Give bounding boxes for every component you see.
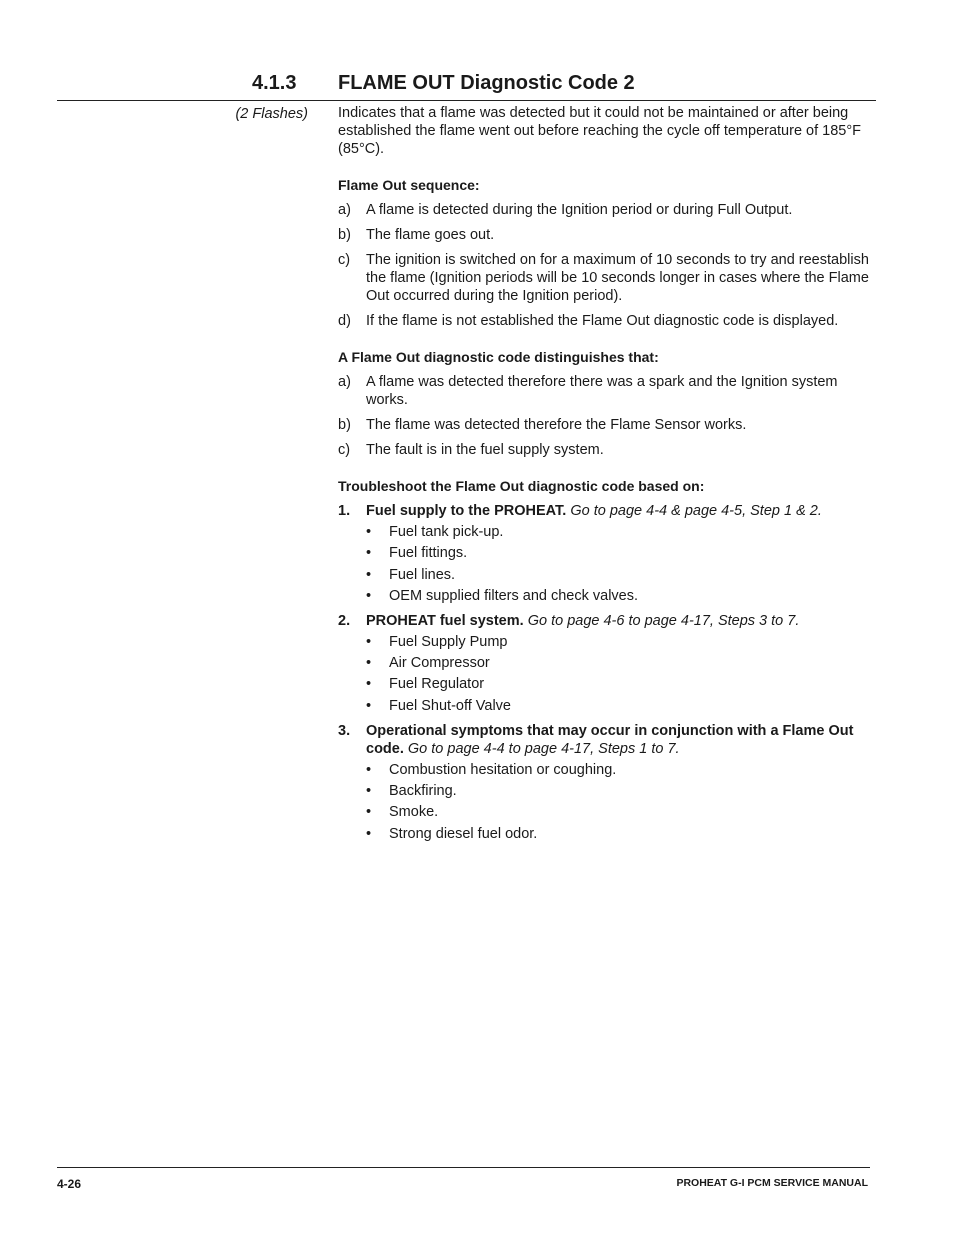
bullet-item: • Fuel tank pick-up.	[366, 524, 504, 540]
item-text: If the flame is not established the Flame Out diagnostic code is displayed.	[366, 313, 839, 329]
item-title: Fuel supply to the PROHEAT.	[366, 503, 567, 519]
list-item	[338, 312, 878, 330]
page-reference: Go to page 4-6 to page 4-17, Steps 3 to 7.	[527, 612, 800, 629]
item-label: b)	[338, 227, 351, 243]
bullet-item: • Fuel Regulator	[366, 676, 485, 693]
bullet-icon: •	[366, 804, 372, 821]
header-rule	[57, 100, 876, 101]
page-reference: Go to page 4-4 & page 4-5, Step 1 & 2.	[570, 503, 822, 519]
list-item	[338, 226, 878, 244]
bullet-icon: •	[366, 587, 372, 604]
troubleshoot-item-2	[338, 612, 878, 715]
page-number: 4-26	[57, 1177, 82, 1191]
bullet-item: • OEM supplied filters and check valves.	[366, 587, 639, 604]
distinguishes-list	[338, 373, 878, 459]
item-text: The flame was detected therefore the Flame Sensor works.	[366, 417, 747, 433]
list-item	[338, 251, 878, 305]
footer-rule	[57, 1167, 870, 1168]
list-item	[338, 416, 878, 434]
item-label: c)	[338, 252, 351, 268]
bullet-icon: •	[366, 697, 372, 714]
bullet-item: • Air Compressor	[366, 655, 490, 672]
item-text: The fault is in the fuel supply system.	[366, 442, 604, 458]
item-label: a)	[338, 202, 351, 218]
item-label: b)	[338, 417, 351, 433]
bullet-icon: •	[366, 676, 372, 693]
sequence-list	[338, 201, 878, 330]
bullet-icon: •	[366, 783, 372, 800]
item-text: A flame was detected therefore there was a spark and the Ignition system works.	[366, 374, 838, 408]
bullet-item: • Smoke.	[366, 804, 439, 821]
page-reference: Go to page 4-4 to page 4-17, Steps 1 to 7.	[407, 740, 680, 757]
troubleshoot-heading: Troubleshoot the Flame Out diagnostic code based on:	[338, 478, 705, 494]
bullet-item: • Fuel Shut-off Valve	[366, 697, 511, 714]
bullet-icon: •	[366, 655, 372, 672]
item-number: 1.	[338, 503, 351, 519]
bullet-icon: •	[366, 524, 372, 540]
bullet-icon: •	[366, 825, 372, 842]
bullet-icon: •	[366, 566, 372, 583]
side-note: (2 Flashes)	[235, 106, 308, 122]
item-title: Operational symptoms that may occur in conjunction with a Flame Out code.	[366, 722, 854, 757]
bullet-icon: •	[366, 633, 372, 650]
distinguishes-heading: A Flame Out diagnostic code distinguishes that:	[338, 349, 659, 365]
item-number: 3.	[338, 722, 351, 739]
manual-title: PROHEAT G-I PCM SERVICE MANUAL	[676, 1177, 868, 1189]
troubleshoot-list	[338, 502, 878, 843]
section-title: FLAME OUT Diagnostic Code 2	[338, 72, 635, 94]
list-item	[338, 373, 878, 409]
list-item	[338, 441, 878, 459]
bullet-icon: •	[366, 545, 372, 562]
item-number: 2.	[338, 612, 351, 629]
sequence-heading: Flame Out sequence:	[338, 177, 480, 193]
bullet-icon: •	[366, 761, 372, 778]
item-text: The flame goes out.	[366, 227, 495, 243]
list-item	[338, 201, 878, 219]
bullet-item: • Combustion hesitation or coughing.	[366, 761, 617, 778]
troubleshoot-item-3	[338, 722, 878, 843]
main-content	[338, 104, 878, 850]
item-label: a)	[338, 374, 351, 390]
item-text: A flame is detected during the Ignition period or during Full Output.	[366, 202, 793, 218]
item-text: The ignition is switched on for a maximum of 10 seconds to try and reestablish the flame (Ignition periods will be 10 seconds longer in cases where the Flame Out occurred during the Ignition period).	[366, 252, 869, 304]
bullet-list	[366, 761, 878, 843]
item-label: c)	[338, 442, 351, 458]
bullet-item: • Backfiring.	[366, 783, 457, 800]
bullet-item: • Fuel lines.	[366, 566, 456, 583]
section-number: 4.1.3	[252, 72, 297, 94]
bullet-list	[366, 523, 878, 605]
troubleshoot-item-1	[338, 502, 878, 605]
bullet-item: • Strong diesel fuel odor.	[366, 825, 538, 842]
intro-paragraph: Indicates that a flame was detected but it could not be maintained or after being established the flame went out before reaching the cycle off temperature of 185°F (85°C).	[338, 105, 862, 157]
bullet-item: • Fuel Supply Pump	[366, 633, 508, 650]
item-title: PROHEAT fuel system.	[366, 612, 524, 629]
bullet-list	[366, 633, 878, 715]
item-label: d)	[338, 313, 351, 329]
bullet-item: • Fuel fittings.	[366, 545, 468, 562]
